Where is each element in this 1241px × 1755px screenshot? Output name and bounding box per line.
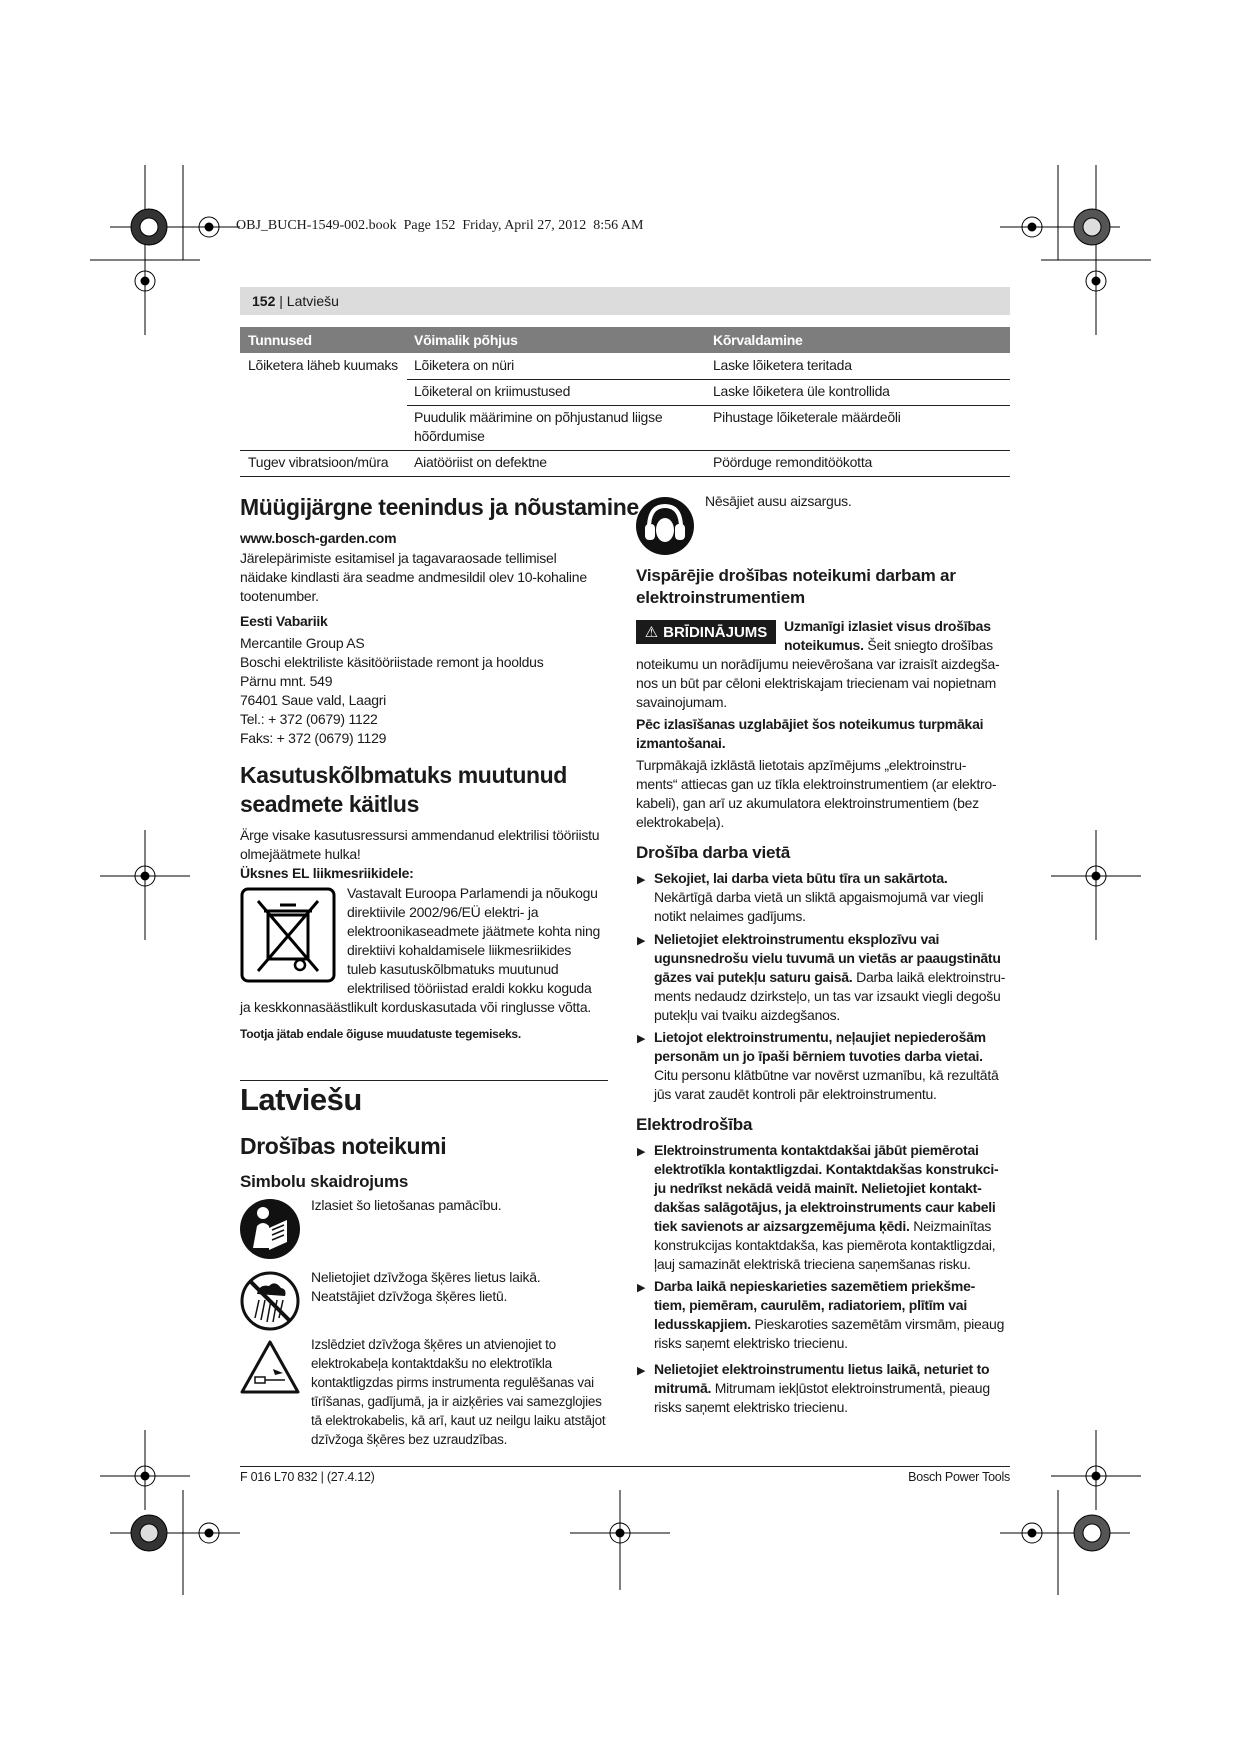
table-cell: Lõiketera läheb kuumaks <box>248 357 398 373</box>
table-cell: Tugev vibratsioon/müra <box>248 454 389 470</box>
table-cell: Laske lõiketera üle kontrollida <box>713 383 890 399</box>
eu-text-last: ja keskkonnasäästlikult korduskasutada või ringlusse võtta. <box>240 999 591 1015</box>
service-address: Mercantile Group AS Boschi elektriliste käsitööriistade remont ja hooldus Pärnu mnt. 549 76401 Saue vald, Laagri Tel.: + 372 (0679) 1122 Faks: + 372 (0679) 1129 <box>240 635 544 746</box>
bullet-icon: ▶ <box>637 1365 646 1377</box>
warning-first-lines: Uzmanīgi izlasiet visus drošības noteikumus. Šeit sniegto drošības <box>784 618 993 653</box>
page-header-text: 152 | Latviešu <box>252 293 339 309</box>
keep-instructions: Pēc izlasīšanas uzglabājiet šos noteikumus turpmākai izmantošanai. <box>636 716 984 751</box>
table-cell: Puudulik määrimine on põhjustanud liigse <box>414 409 663 425</box>
no-rain-icon <box>239 1270 301 1332</box>
table-divider <box>407 379 1010 380</box>
table-divider <box>407 405 1010 406</box>
header-language: Latviešu <box>286 293 339 309</box>
read-manual-icon <box>239 1198 301 1260</box>
ear-protection-icon <box>635 496 695 556</box>
table-header <box>240 327 1010 353</box>
table-divider <box>240 450 1010 451</box>
symbols-title: Simbolu skaidrojums <box>240 1172 409 1191</box>
page-header <box>240 287 1010 315</box>
bullet-icon: ▶ <box>637 1146 646 1158</box>
symbol2-text: Nelietojiet dzīvžoga šķēres lietus laikā. Neatstājiet dzīvžoga šķēres lietū. <box>311 1269 541 1304</box>
bullet-icon: ▶ <box>637 1033 646 1045</box>
manufacturer-note: Tootja jätab endale õiguse muudatuste tegemiseks. <box>240 1027 521 1041</box>
bullet-icon: ▶ <box>637 1282 646 1294</box>
warning-triangle-icon: ⚠ <box>644 624 659 641</box>
symbol3-text: Izslēdziet dzīvžoga šķēres un atvienojiet to elektrokabeļa kontaktdakšu no elektrotīkla kontaktligzdas pirms instrumenta regulēšanas vai tīrīšanas, gadījumā, ja ir aizķēries vai samezglojies tā elektrokabelis, kā arī, kaut uz neilgu laiku atstājot dzīvžoga šķēres bez uzraudzības. <box>311 1337 606 1447</box>
workplace-title: Drošība darba vietā <box>636 843 790 862</box>
footer-right: Bosch Power Tools <box>908 1470 1010 1484</box>
service-country: Eesti Vabariik <box>240 613 328 629</box>
table-cell: hõõrdumise <box>414 428 485 444</box>
disposal-intro: Ärge visake kasutusressursi ammendanud elektrilisi tööriistu olmejäätmete hulka! <box>240 827 600 862</box>
table-divider <box>240 476 1010 477</box>
table-cell: Laske lõiketera teritada <box>713 357 852 373</box>
table-header-remedy: Kõrvaldamine <box>713 332 803 348</box>
unplug-warning-icon <box>239 1339 301 1395</box>
workplace-item-3: Lietojot elektroinstrumentu, neļaujiet nepiederošām personām un jo īpaši bērniem tuvoties darba vietai. Citu personu klātbūtne var novērst uzmanību, kā rezultātā jūs varat zaudēt kontroli pār elektroinstrumentu. <box>654 1029 999 1102</box>
warning-badge: ⚠ BRĪDINĀJUMS <box>636 620 776 644</box>
section-divider <box>240 1080 608 1081</box>
term-definition: Turpmākajā izklāstā lietotais apzīmējums „elektroinstru- ments“ attiecas gan uz tīkla elektroinstrumentiem (ar elektro- kabeli), gan arī uz akumulatora elektroinstrumentiem (bez elektrokabeļa). <box>636 757 997 830</box>
print-info: OBJ_BUCH-1549-002.book Page 152 Friday, April 27, 2012 8:56 AM <box>236 218 644 233</box>
safety-title: Drošības noteikumi <box>240 1133 447 1159</box>
eu-heading: Üksnes EL liikmesriikidele: <box>240 865 414 881</box>
table-cell: Lõiketera on nüri <box>414 357 515 373</box>
footer-divider <box>240 1466 1010 1467</box>
electric-title: Elektrodrošība <box>636 1115 753 1134</box>
table-cell: Aiatööriist on defektne <box>414 454 547 470</box>
ear-text: Nēsājiet ausu aizsargus. <box>705 493 852 509</box>
page-number: 152 <box>252 293 276 309</box>
electric-item-1: Elektroinstrumenta kontaktdakšai jābūt piemērotai elektrotīkla kontaktligzdai. Kontaktdakšas konstrukci- ju nedrīkst nekādā veidā mainīt. Nelietojiet kontakt- dakšas salāgotājus, ja elektroinstruments caur kabeli tiek savienots ar aizsargzemējuma ķēdi. Neizmainītas konstrukcijas kontaktdakša, kas piemērota kontaktligzdai, ļauj samazināt elektriskā trieciena saņemšanas risku. <box>654 1142 999 1272</box>
table-cell: Pöörduge remonditöökotta <box>713 454 872 470</box>
service-intro: Järelepärimiste esitamisel ja tagavaraosade tellimisel näidake kindlasti ära seadme andmesildil olev 10-kohaline tootenumber. <box>240 550 587 604</box>
table-cell: Lõiketeral on kriimustused <box>414 383 571 399</box>
weee-bin-icon <box>240 887 336 983</box>
electric-item-2: Darba laikā nepieskarieties sazemētiem priekšme- tiem, piemēram, caurulēm, radiatoriem, plītīm vai ledusskapjiem. Pieskaroties sazemētām virsmām, pieaug risks saņemt elektrisko triecienu. <box>654 1278 1005 1351</box>
workplace-item-2: Nelietojiet elektroinstrumentu eksplozīvu vai ugunsnedrošu vielu tuvumā un vietās ar paaugstinātu gāzes vai putekļu saturu gaisā. Darba laikā elektroinstru- ments nedaudz dzirksteļo, un tas var izsaukt viegli degošu putekļu vai tvaiku aizdegšanos. <box>654 931 1006 1023</box>
general-safety-title: Vispārējie drošības noteikumi darbam ar elektroinstrumentiem <box>636 566 956 607</box>
electric-item-3: Nelietojiet elektroinstrumentu lietus laikā, neturiet to mitrumā. Mitrumam iekļūstot elektroinstrumentā, pieaug risks saņemt elektrisko triecienu. <box>654 1361 990 1415</box>
workplace-item-1: Sekojiet, lai darba vieta būtu tīra un sakārtota. Nekārtīgā darba vietā un sliktā apgaismojumā var viegli notikt nelaimes gadījums. <box>654 870 984 924</box>
bullet-icon: ▶ <box>637 935 646 947</box>
bullet-icon: ▶ <box>637 874 646 886</box>
disposal-title: Kasutuskõlbmatuks muutunud seadmete käitlus <box>240 762 567 817</box>
table-cell: Pihustage lõiketerale määrdeõli <box>713 409 901 425</box>
eu-text: Vastavalt Euroopa Parlamendi ja nõukogu direktiivile 2002/96/EÜ elektri- ja elektroonikaseadmete jäätmete kohta ning direktiivi kohaldamisele liikmesriikides tuleb kasutuskõlbmatuks muutunud elektrilised tööriistad eraldi kokku koguda <box>347 885 601 996</box>
language-title: Latviešu <box>240 1082 362 1117</box>
table-header-symptoms: Tunnused <box>248 332 312 348</box>
service-website[interactable]: www.bosch-garden.com <box>240 530 397 546</box>
symbol1-text: Izlasiet šo lietošanas pamācību. <box>311 1197 502 1213</box>
footer-left: F 016 L70 832 | (27.4.12) <box>240 1470 375 1484</box>
warning-text: noteikumu un norādījumu neievērošana var izraisīt aizdegša- nos un būt par cēloni elektriskajam triecienam vai nopietnam savainojumam. <box>636 656 1000 710</box>
table-header-cause: Võimalik põhjus <box>414 332 518 348</box>
service-title: Müügijärgne teenindus ja nõustamine <box>240 494 639 520</box>
